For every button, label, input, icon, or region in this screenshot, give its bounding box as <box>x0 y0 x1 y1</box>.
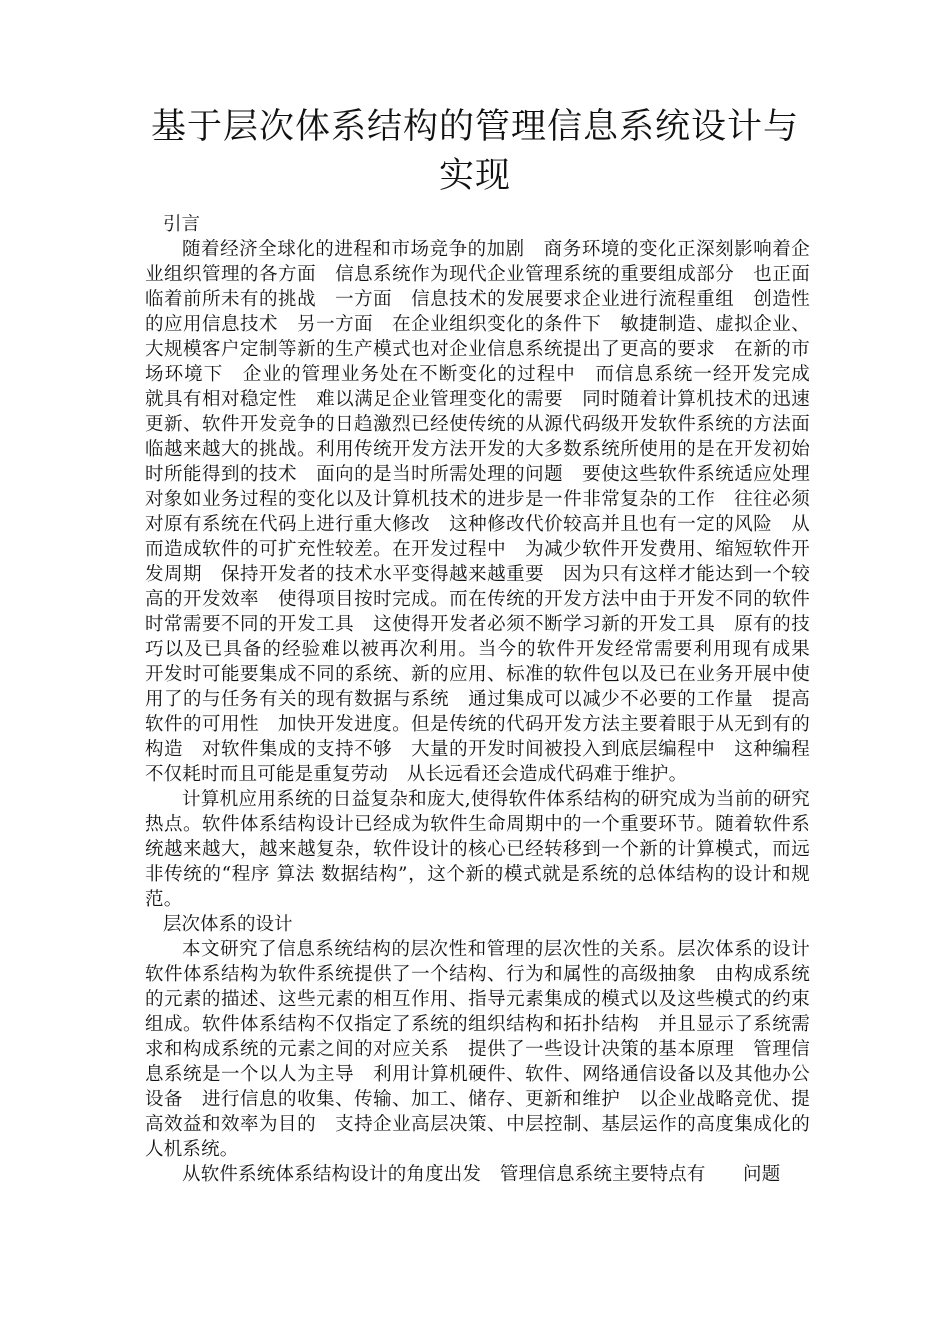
section-introduction <box>145 212 829 912</box>
body-paragraph: 本文研究了信息系统结构的层次性和管理的层次性的关系。层次体系的设计 软件体系结构为软件系统提供了一个结构、行为和属性的高级抽象 由构成系统的元素的描述、这些元素的相互作用、指导元素集成的模式以及这些模式的约束组成。软件体系结构不仅指定了系统的组织结构和拓扑结构 并且显示了系统需求和构成系统的元素之间的对应关系 提供了一些设计决策的基本原理 管理信息系统是一个以人为主导 利用计算机硬件、软件、网络通信设备以及其他办公设备 进行信息的收集、传输、加工、储存、更新和维护 以企业战略竞优、提高效益和效率为目的 支持企业高层决策、中层控制、基层运作的高度集成化的人机系统。 <box>145 939 829 1160</box>
section-layered-design <box>145 912 829 1187</box>
document-title: 基于层次体系结构的管理信息系统设计与实现 <box>150 107 799 196</box>
body-paragraph: 从软件系统体系结构设计的角度出发 管理信息系统主要特点有 问题 <box>182 1164 781 1185</box>
section-heading: 层次体系的设计 <box>163 914 293 935</box>
section-heading: 引言 <box>163 214 201 235</box>
body-paragraph: 随着经济全球化的进程和市场竞争的加剧 商务环境的变化正深刻影响着企业组织管理的各方面 信息系统作为现代企业管理系统的重要组成部分 也正面临着前所未有的挑战 一方面 信息技术的发展要求企业进行流程重组 创造性的应用信息技术 另一方面 在企业组织变化的条件下 敏捷制造、虚拟企业、大规模客户定制等新的生产模式也对企业信息系统提出了更高的要求 在新的市场环境下 企业的管理业务处在不断变化的过程中 而信息系统一经开发完成 就具有相对稳定性 难以满足企业管理变化的需要 同时随着计算机技术的迅速更新、软件开发竞争的日趋激烈已经使传统的从源代码级开发软件系统的方法面临越来越大的挑战。利用传统开发方法开发的大多数系统所使用的是在开发初始时所能得到的技术 面向的是当时所需处理的问题 要使这些软件系统适应处理对象如业务过程的变化以及计算机技术的进步是一件非常复杂的工作 往往必须对原有系统在代码上进行重大修改 这种修改代价较高并且也有一定的风险 从而造成软件的可扩充性较差。在开发过程中 为减少软件开发费用、缩短软件开发周期 保持开发者的技术水平变得越来越重要 因为只有这样才能达到一个较高的开发效率 使得项目按时完成。而在传统的开发方法中由于开发不同的软件时常需要不同的开发工具 这使得开发者必须不断学习新的开发工具 原有的技巧以及已具备的经验难以被再次利用。当今的软件开发经常需要利用现有成果 开发时可能要集成不同的系统、新的应用、标准的软件包以及已在业务开展中使用了的与任务有关的现有数据与系统 通过集成可以减少不必要的工作量 提高软件的可用性 加快开发进度。但是传统的代码开发方法主要着眼于从无到有的构造 对软件集成的支持不够 大量的开发时间被投入到底层编程中 这种编程不仅耗时而且可能是重复劳动 从长远看还会造成代码难于维护。 <box>145 239 829 785</box>
document-body <box>145 212 829 1187</box>
body-paragraph: 计算机应用系统的日益复杂和庞大,使得软件体系结构的研究成为当前的研究热点。软件体系结构设计已经成为软件生命周期中的一个重要环节。随着软件系统越来越大，越来越复杂，软件设计的核心已经转移到一个新的计算模式，而远非传统的“程序 算法 数据结构”，这个新的模式就是系统的总体结构的设计和规范。 <box>145 789 810 910</box>
